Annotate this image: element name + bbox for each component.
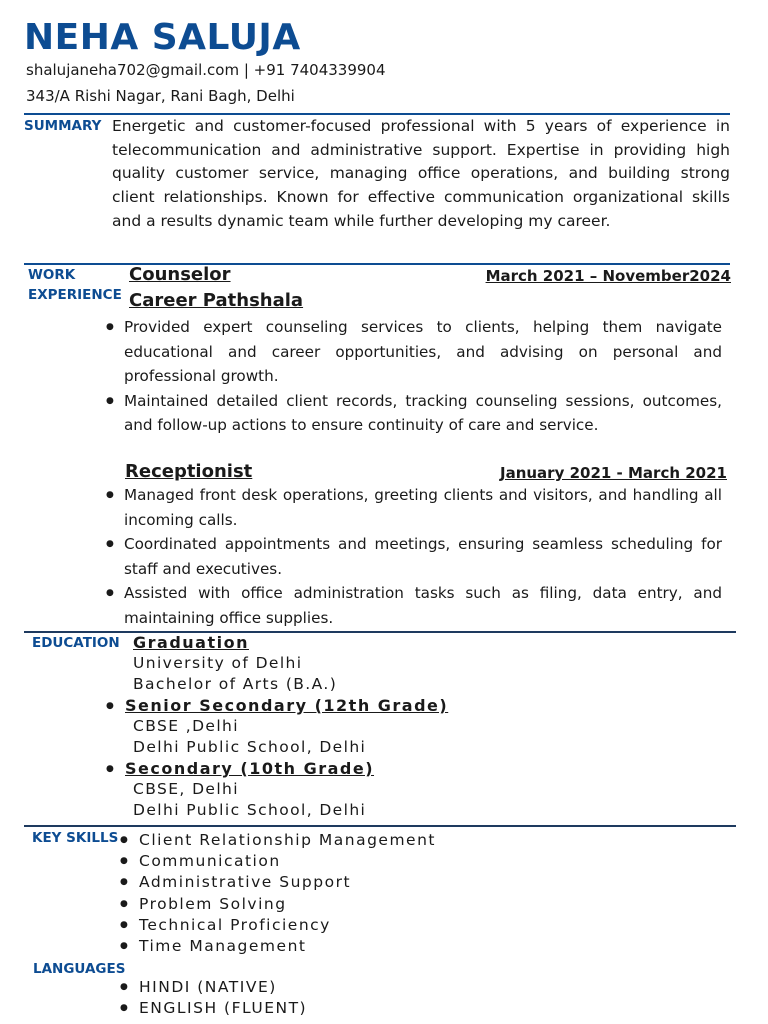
education-divider bbox=[24, 631, 736, 633]
skill-item: ● Client Relationship Management bbox=[139, 830, 436, 851]
job-title-receptionist: Receptionist bbox=[125, 461, 253, 482]
skill-item: ● Problem Solving bbox=[139, 894, 436, 915]
education-line: CBSE ,Delhi bbox=[133, 717, 239, 735]
language-item: ● ENGLISH (FLUENT) bbox=[139, 998, 307, 1019]
language-item: ● HINDI (NATIVE) bbox=[139, 977, 307, 998]
skill-item: ● Administrative Support bbox=[139, 872, 436, 893]
education-heading: Senior Secondary (12th Grade) bbox=[125, 696, 449, 715]
address-line: 343/A Rishi Nagar, Rani Bagh, Delhi bbox=[26, 87, 295, 105]
summary-label: SUMMARY bbox=[24, 118, 102, 134]
experience-label-line2: EXPERIENCE bbox=[28, 287, 122, 303]
job-dates-receptionist: January 2021 - March 2021 bbox=[500, 464, 727, 482]
list-item: ● Assisted with office administration tasks such as filing, data entry, and maintaining office supplies. bbox=[124, 581, 722, 630]
skills-divider bbox=[24, 825, 736, 827]
summary-text: Energetic and customer-focused professional with 5 years of experience in telecommunication and administrative support. Expertise in providing high quality customer service, managing office operations, and building strong client relationships. Known for effective communication organizational skills and a results dynamic team while further developing my career. bbox=[112, 117, 730, 230]
company-name: Career Pathshala bbox=[129, 290, 304, 311]
skill-item: ● Communication bbox=[139, 851, 436, 872]
resume-name: NEHA SALUJA bbox=[24, 17, 301, 58]
education-line: Delhi Public School, Delhi bbox=[133, 738, 367, 756]
experience-label-line1: WORK bbox=[28, 267, 76, 283]
education-label: EDUCATION bbox=[32, 635, 120, 651]
bullet-icon: ● bbox=[106, 764, 114, 774]
education-line: Delhi Public School, Delhi bbox=[133, 801, 367, 819]
receptionist-duties-list bbox=[124, 483, 722, 631]
job-title-counselor: Counselor bbox=[129, 264, 231, 285]
bullet-icon: ● bbox=[106, 701, 114, 711]
list-item: ● Provided expert counseling services to clients, helping them navigate educational and career opportunities, and advising on personal and professional growth. bbox=[124, 315, 722, 389]
skills-list bbox=[139, 830, 436, 957]
counselor-duties-list bbox=[124, 315, 722, 438]
education-line: CBSE, Delhi bbox=[133, 780, 239, 798]
skill-item: ● Time Management bbox=[139, 936, 436, 957]
job-dates-counselor: March 2021 – November2024 bbox=[485, 267, 731, 285]
education-line: Bachelor of Arts (B.A.) bbox=[133, 675, 338, 693]
education-heading: Graduation bbox=[133, 633, 249, 652]
skills-label: KEY SKILLS bbox=[32, 830, 119, 846]
languages-list bbox=[139, 977, 307, 1019]
skill-item: ● Technical Proficiency bbox=[139, 915, 436, 936]
contact-line: shalujaneha702@gmail.com | +91 7404339904 bbox=[26, 61, 386, 79]
education-line: University of Delhi bbox=[133, 654, 303, 672]
list-item: ● Managed front desk operations, greeting clients and visitors, and handling all incoming calls. bbox=[124, 483, 722, 532]
list-item: ● Coordinated appointments and meetings, ensuring seamless scheduling for staff and executives. bbox=[124, 532, 722, 581]
list-item: ● Maintained detailed client records, tracking counseling sessions, outcomes, and follow-up actions to ensure continuity of care and service. bbox=[124, 389, 722, 438]
languages-label: LANGUAGES bbox=[33, 961, 126, 977]
education-heading: Secondary (10th Grade) bbox=[125, 759, 375, 778]
